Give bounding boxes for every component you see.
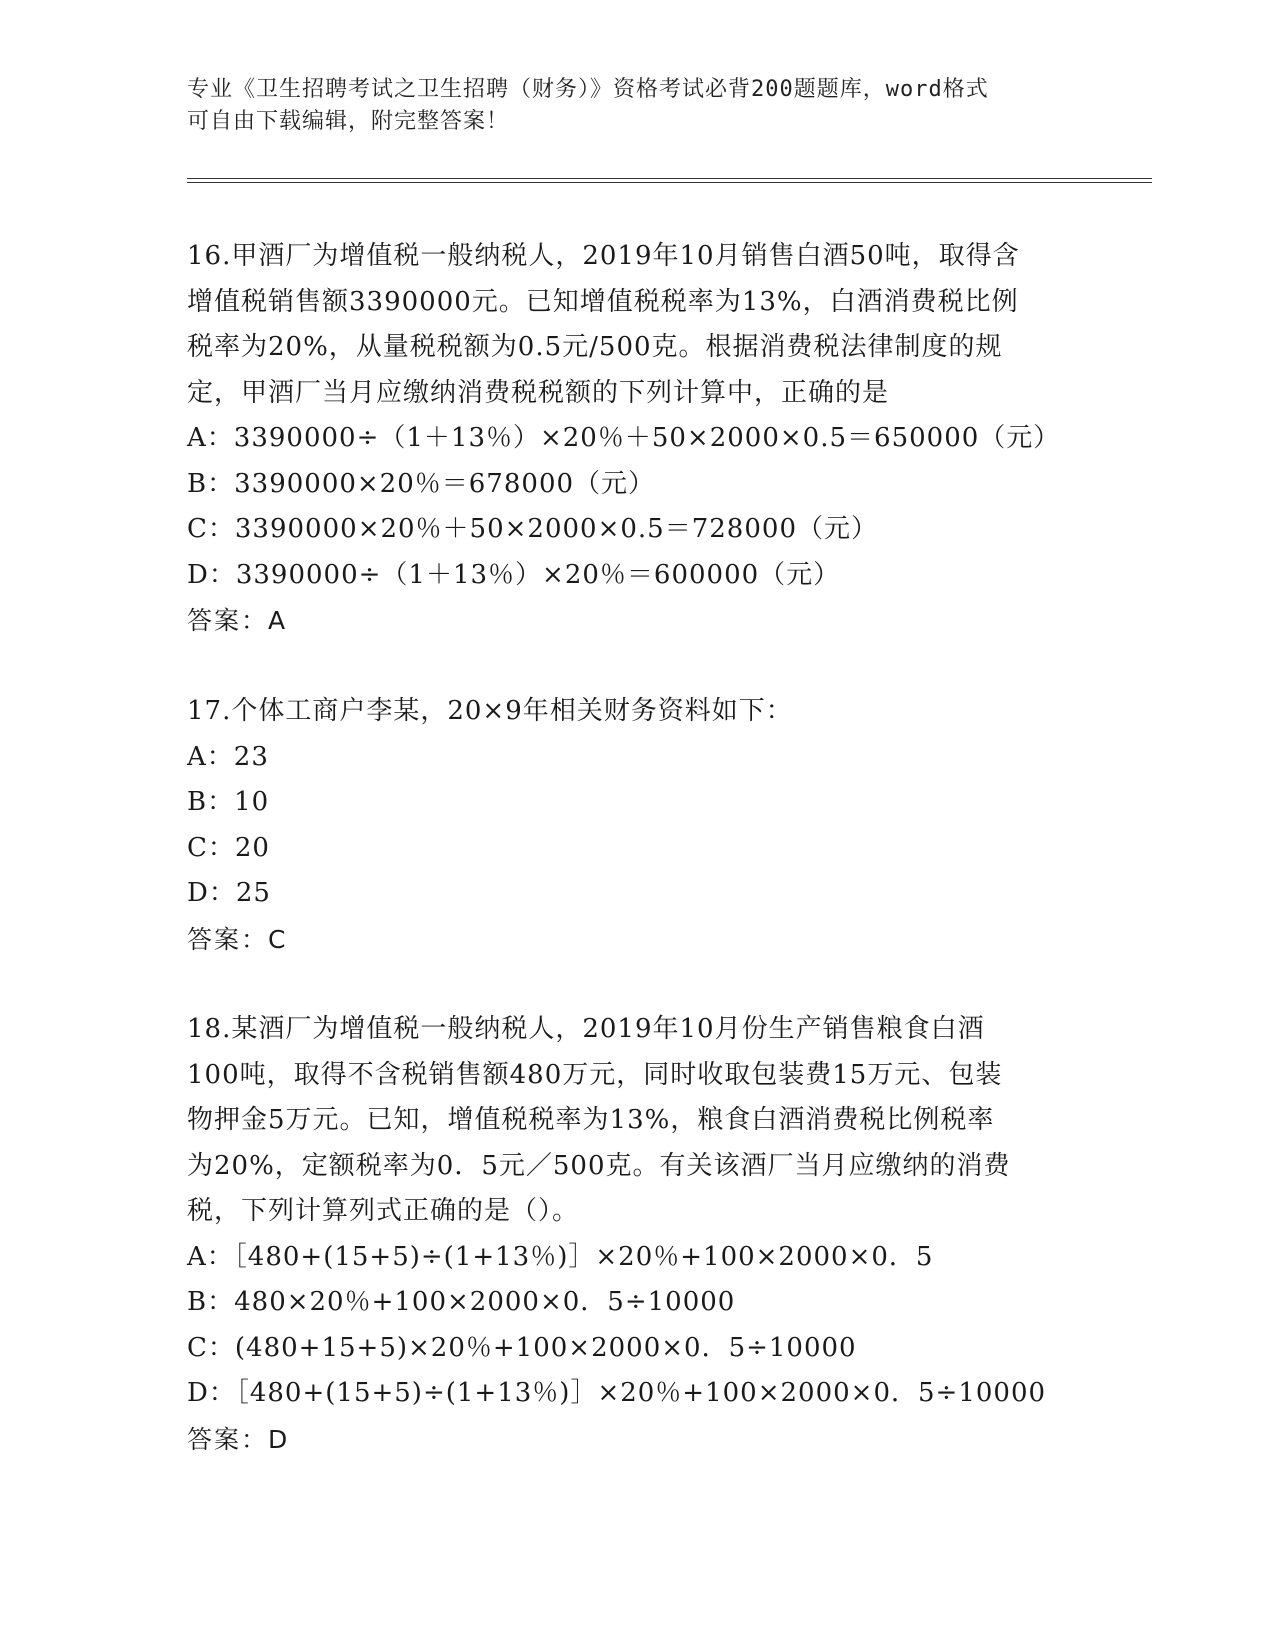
answer-line: 答案：A bbox=[187, 606, 288, 635]
header-divider-bottom bbox=[187, 182, 1152, 183]
question-stem-line: 税率为20%，从量税税额为0.5元/500克。根据消费税法律制度的规 bbox=[187, 332, 1003, 362]
option-c: C：20 bbox=[187, 832, 270, 863]
question-17 bbox=[187, 689, 1087, 962]
answer-line: 答案：D bbox=[187, 1424, 290, 1454]
header-line-1: 专业《卫生招聘考试之卫生招聘（财务）》资格考试必背200题题库，word格式 bbox=[187, 77, 989, 102]
option-c: C：(480+15+5)×20％+100×2000×0．5÷10000 bbox=[187, 1332, 857, 1363]
option-b: B：10 bbox=[187, 787, 270, 817]
option-b: B：480×20％+100×2000×0．5÷10000 bbox=[187, 1287, 736, 1317]
answer-line: 答案：C bbox=[187, 924, 288, 954]
question-stem-line: 增值税销售额3390000元。已知增值税税率为13%，白酒消费税比例 bbox=[187, 286, 1019, 317]
question-stem-line: 定，甲酒厂当月应缴纳消费税税额的下列计算中，正确的是 bbox=[187, 377, 890, 408]
option-a: A：23 bbox=[187, 741, 269, 772]
option-a: A：3390000÷（1＋13％）×20％＋50×2000×0.5＝650000（元） bbox=[187, 423, 1061, 453]
question-stem-line: 100吨，取得不含税销售额480万元，同时收取包装费15万元、包装 bbox=[187, 1059, 1003, 1090]
question-stem-line: 16.甲酒厂为增值税一般纳税人，2019年10月销售白酒50吨，取得含 bbox=[187, 241, 1020, 271]
header-divider-top bbox=[187, 178, 1152, 179]
question-18 bbox=[187, 1007, 1087, 1462]
option-d: D：25 bbox=[187, 878, 271, 908]
option-a: A：［480+(15+5)÷(1+13％)］×20％+100×2000×0．5 bbox=[187, 1241, 934, 1272]
header-line-2: 可自由下载编辑，附完整答案！ bbox=[187, 109, 510, 134]
option-b: B：3390000×20％＝678000（元） bbox=[187, 468, 656, 499]
question-stem-line: 18.某酒厂为增值税一般纳税人，2019年10月份生产销售粮食白酒 bbox=[187, 1014, 985, 1044]
question-stem-line: 为20%，定额税率为0．5元／500克。有关该酒厂当月应缴纳的消费 bbox=[187, 1150, 1011, 1181]
option-d: D：［480+(15+5)÷(1+13％)］×20％+100×2000×0．5÷10000 bbox=[187, 1378, 1047, 1408]
question-stem-line: 17.个体工商户李某，20×9年相关财务资料如下： bbox=[187, 696, 793, 726]
question-stem-line: 物押金5万元。已知，增值税税率为13%，粮食白酒消费税比例税率 bbox=[187, 1105, 995, 1135]
option-d: D：3390000÷（1＋13％）×20％＝600000（元） bbox=[187, 559, 841, 590]
option-c: C：3390000×20％＋50×2000×0.5＝728000（元） bbox=[187, 514, 878, 544]
document-header bbox=[187, 74, 1067, 138]
question-stem-line: 税，下列计算列式正确的是（）。 bbox=[187, 1196, 580, 1226]
question-16 bbox=[187, 234, 1087, 644]
